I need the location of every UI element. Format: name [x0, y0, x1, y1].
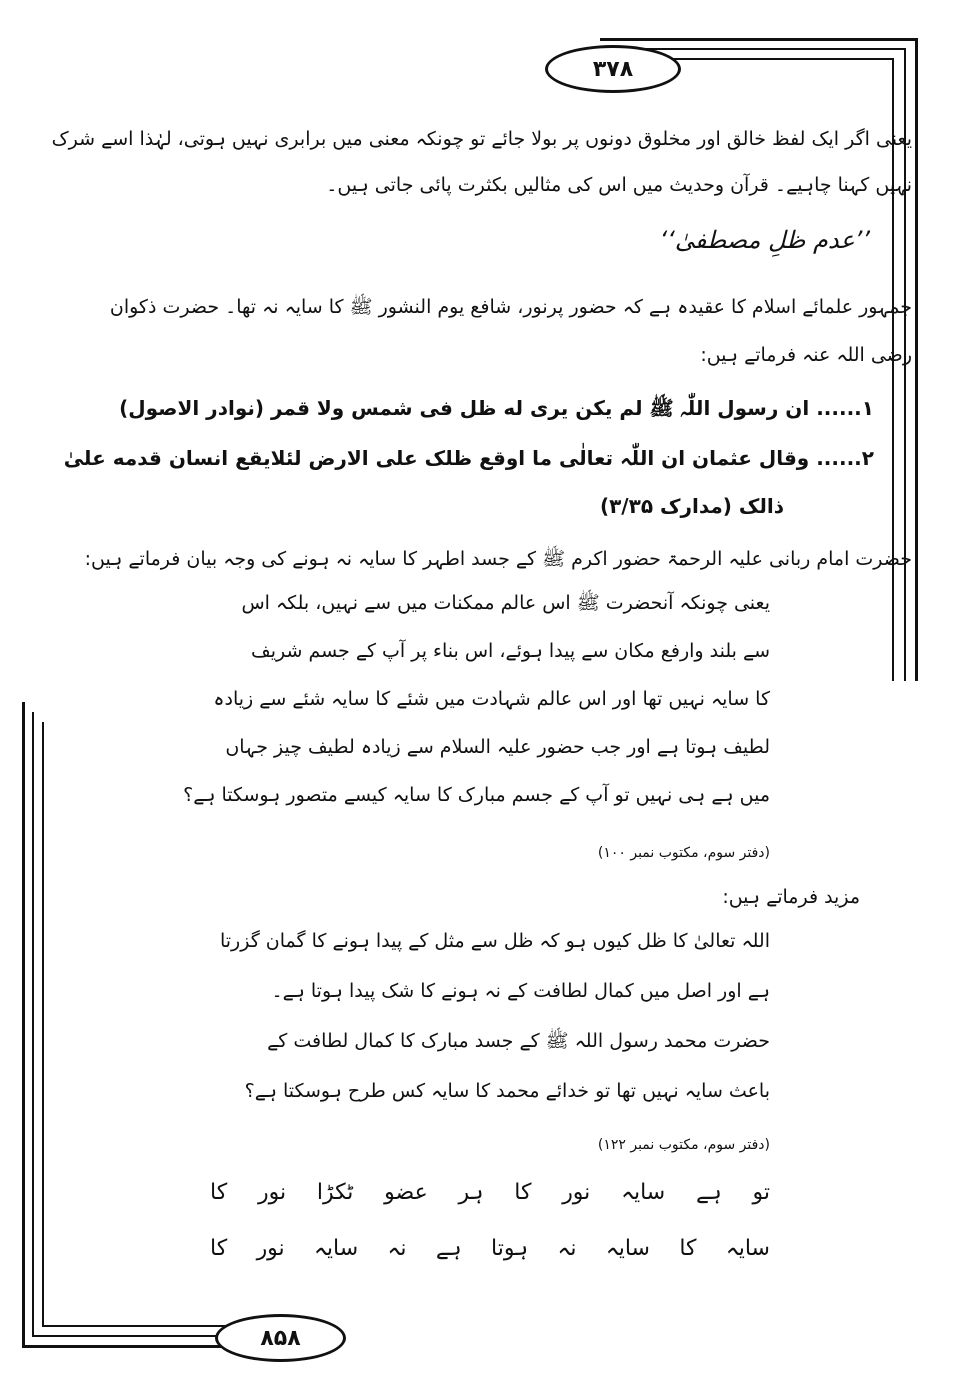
quote-1: ۱...... ان رسول اللّٰہ ﷺ لم یکن یری له ظل فی شمس ولا قمر (نوادر الاصول): [119, 396, 874, 420]
poem-word: کا: [210, 1236, 228, 1261]
block-quote-1-line-2: سے بلند وارفع مکان سے پیدا ہوئے، اس بناء پر آپ کے جسم شریف: [251, 640, 770, 662]
paragraph-1-line-1: یعنی اگر ایک لفظ خالق اور مخلوق دونوں پر بولا جائے تو چونکہ معنی میں برابری نہیں ہوتی، لہٰذا اسے شرک: [51, 128, 912, 150]
poem-word: ہے: [695, 1180, 722, 1205]
block-quote-2-line-1: اللہ تعالیٰ کا ظل کیوں ہو کہ ظل سے مثل کے پیدا ہونے کا گمان گزرتا: [219, 930, 770, 952]
section-heading: ’’عدم ظلِ مصطفیٰ‘‘: [659, 226, 870, 254]
block-quote-1-reference: (دفتر سوم، مکتوب نمبر ۱۰۰): [597, 845, 770, 861]
paragraph-1-line-2: نہیں کہنا چاہیے۔ قرآن وحدیث میں اس کی مثالیں بکثرت پائی جاتی ہیں۔: [326, 174, 912, 196]
block-quote-2-reference: (دفتر سوم، مکتوب نمبر ۱۲۲): [597, 1137, 770, 1153]
frame-left-outer: [22, 702, 25, 1347]
frame-top-outer: [600, 38, 918, 41]
poem-word: سایہ: [314, 1236, 359, 1261]
paragraph-2-line-1: جمہور علمائے اسلام کا عقیدہ ہے کہ حضور پرنور، شافع یوم النشور ﷺ کا سایہ نہ تھا۔ حضرت ذکوان: [109, 296, 912, 318]
poem-word: کا: [210, 1180, 228, 1205]
page-number-bottom-text: ۸۵۸: [260, 1325, 301, 1351]
block-quote-2-line-3: حضرت محمد رسول اللہ ﷺ کے جسد مبارک کا کمال لطافت کے: [267, 1030, 770, 1052]
block-quote-1-line-5: میں ہے ہی نہیں تو آپ کے جسم مبارک کا سایہ کیسے متصور ہوسکتا ہے؟: [183, 784, 770, 806]
block-quote-1-line-4: لطیف ہوتا ہے اور جب حضور علیہ السلام سے زیادہ لطیف چیز جہاں: [225, 736, 770, 758]
block-quote-2-line-4: باعث سایہ نہیں تھا تو خدائے محمد کا سایہ کس طرح ہوسکتا ہے؟: [244, 1080, 770, 1102]
poem-line-1: [210, 1182, 770, 1204]
poem-word: ٹکڑا: [316, 1180, 354, 1205]
paragraph-2-line-2: رضی اللہ عنہ فرماتے ہیں:: [700, 344, 912, 366]
poem-word: کا: [679, 1236, 697, 1261]
poem-word: سایہ: [621, 1180, 666, 1205]
frame-right-inner: [892, 58, 894, 681]
poem-word: ہوتا: [491, 1236, 529, 1261]
poem-word: سایہ: [605, 1236, 650, 1261]
poem-word: تو: [752, 1180, 770, 1205]
page-number-bottom: [215, 1314, 346, 1362]
poem-word: نہ: [387, 1236, 407, 1261]
frame-right-outer: [915, 38, 918, 681]
poem-word: ہے: [435, 1236, 462, 1261]
poem-line-2: [210, 1238, 770, 1260]
poem-word: نور: [256, 1236, 285, 1261]
block-quote-2-line-2: ہے اور اصل میں کمال لطافت کے نہ ہونے کا شک پیدا ہوتا ہے۔: [271, 980, 770, 1002]
frame-left-middle: [32, 712, 34, 1337]
poem-word: نور: [257, 1180, 287, 1205]
block-quote-1-line-3: کا سایہ نہیں تھا اور اس عالم شہادت میں شئے کا سایہ شئے سے زیادہ: [213, 688, 770, 710]
quote-2-line-1: ۲...... وقال عثمان ان اللّٰہ تعالٰی ما اوقع ظلک علی الارض لئلایقع انسان قدمه علیٰ: [63, 446, 874, 470]
block-quote-1-line-1: یعنی چونکہ آنحضرت ﷺ اس عالم ممکنات میں سے نہیں، بلکہ اس: [241, 592, 770, 614]
poem-word: کا: [514, 1180, 532, 1205]
poem-word: ہر: [458, 1180, 484, 1205]
poem-word: عضو: [384, 1180, 428, 1205]
frame-left-inner: [42, 722, 44, 1327]
page-number-top-text: ۳۷۸: [592, 56, 634, 82]
paragraph-3: حضرت امام ربانی علیہ الرحمۃ حضور اکرم ﷺ کے جسد اطہر کا سایہ نہ ہونے کی وجہ بیان فرماتے ہیں:: [84, 548, 912, 570]
paragraph-4: مزید فرماتے ہیں:: [722, 886, 860, 908]
poem-word: نور: [562, 1180, 591, 1205]
poem-word: نہ: [557, 1236, 577, 1261]
quote-2-line-2: ذالک (مدارک ۳/۳۵): [599, 494, 784, 518]
poem-word: سایہ: [725, 1236, 770, 1261]
page-number-top: [545, 45, 681, 93]
